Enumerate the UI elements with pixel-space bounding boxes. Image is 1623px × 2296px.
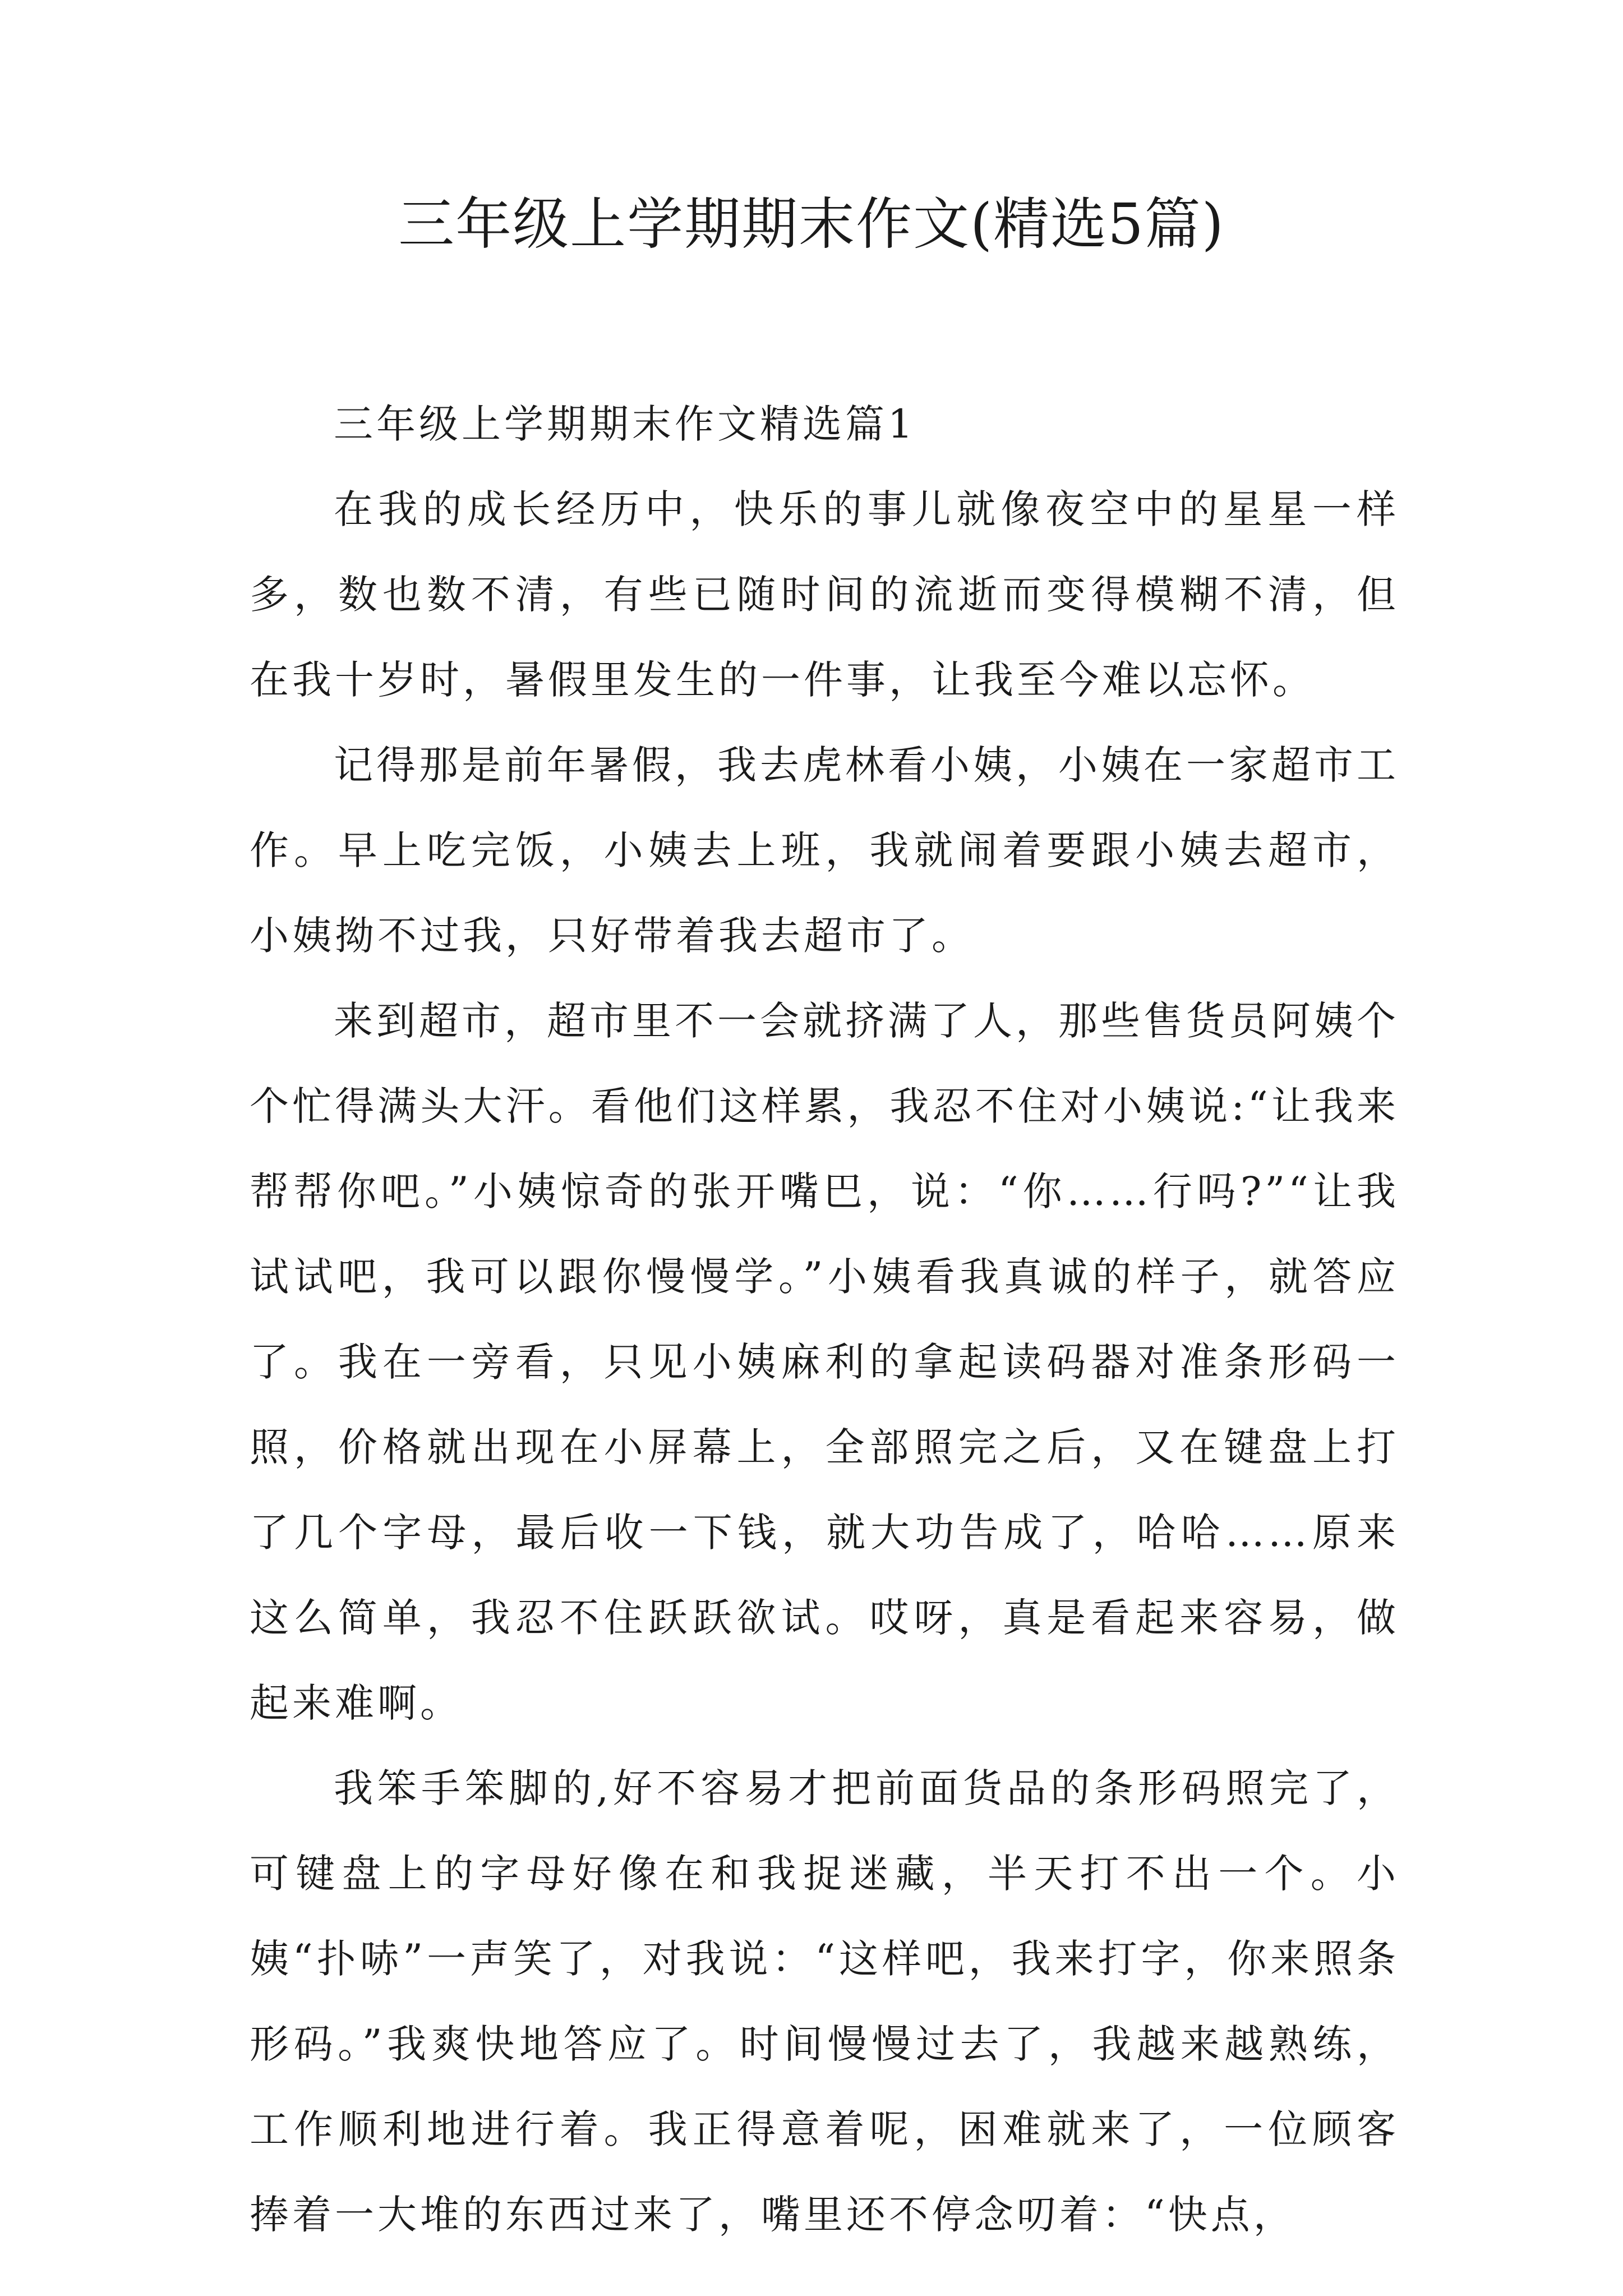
section-heading: 三年级上学期期末作文精选篇1 [334,401,916,447]
paragraph: 来到超市，超市里不一会就挤满了人，那些售货员阿姨个个忙得满头大汗。看他们这样累，我忍不住对小姨说:“让我来帮帮你吧。”小姨惊奇的张开嘴巴，说：“你……行吗?”“让我试试吧，我可以跟你慢慢学。”小姨看我真诚的样子，就答应了。我在一旁看，只见小姨麻利的拿起读码器对准条形码一照，价格就出现在小屏幕上，全部照完之后，又在键盘上打了几个字母，最后收一下钱，就大功告成了，哈哈……原来这么简单，我忍不住跃跃欲试。哎呀，真是看起来容易，做起来难啊。 [250,998,1399,1726]
paragraph: 我笨手笨脚的,好不容易才把前面货品的条形码照完了，可键盘上的字母好像在和我捉迷藏，半天打不出一个。小姨“扑哧”一声笑了，对我说：“这样吧，我来打字，你来照条形码。”我爽快地答应了。时间慢慢过去了，我越来越熟练，工作顺利地进行着。我正得意着呢，困难就来了，一位顾客捧着一大堆的东西过来了，嘴里还不停念叨着：“快点， [250,1765,1399,2238]
paragraph: 记得那是前年暑假，我去虎林看小姨，小姨在一家超市工作。早上吃完饭，小姨去上班，我就闹着要跟小姨去超市，小姨拗不过我，只好带着我去超市了。 [250,742,1399,959]
document-body [250,381,1399,2257]
document-title: 三年级上学期期末作文(精选5篇) [398,191,1225,257]
paragraph: 在我的成长经历中，快乐的事儿就像夜空中的星星一样多，数也数不清，有些已随时间的流逝而变得模糊不清，但在我十岁时，暑假里发生的一件事，让我至今难以忘怀。 [250,486,1399,703]
